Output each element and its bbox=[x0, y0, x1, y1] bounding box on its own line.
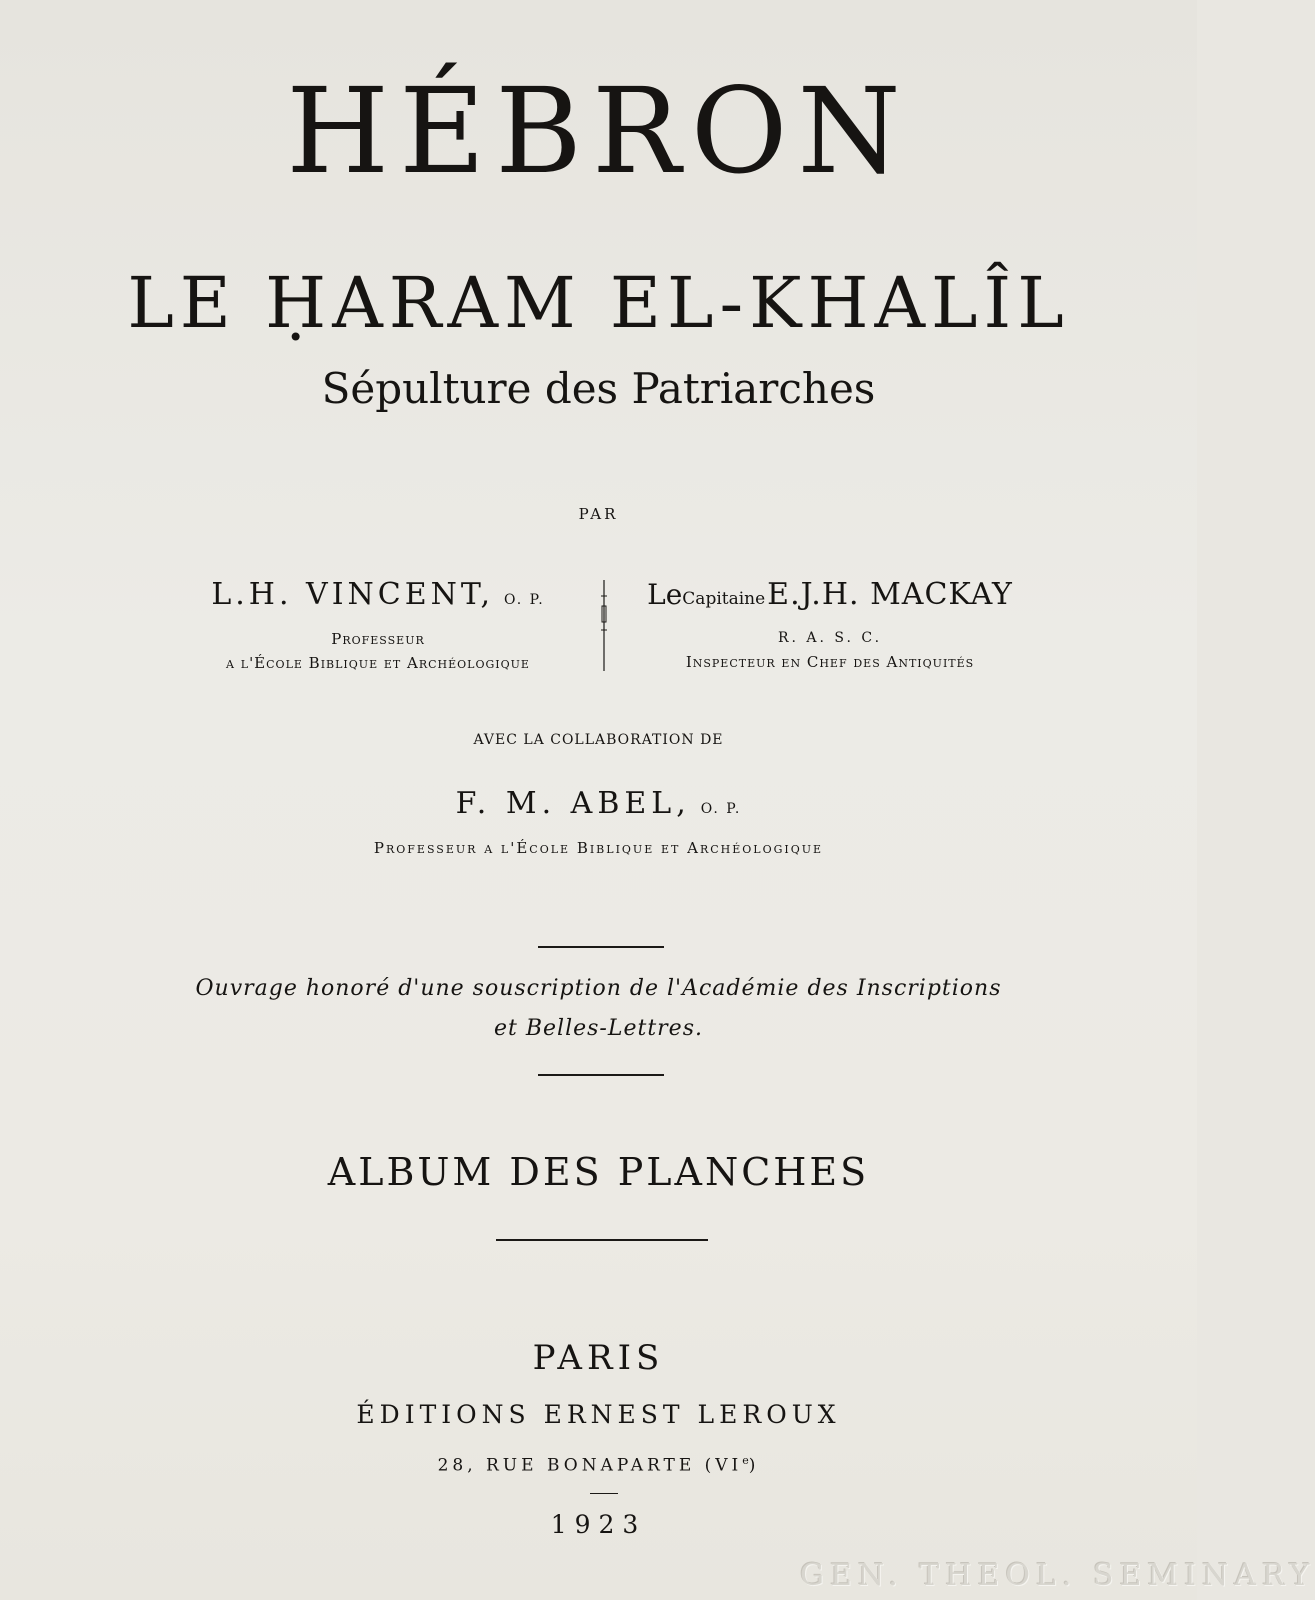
book-title: HÉBRON bbox=[286, 62, 911, 200]
publisher-address-text: 28, RUE BONAPARTE (VI bbox=[437, 1455, 743, 1476]
authors-block bbox=[0, 578, 1197, 688]
book-subtitle: LE ḤARAM EL-KHALÎL bbox=[127, 262, 1070, 344]
author-mackay-prefix: Le bbox=[647, 578, 683, 611]
divider-rule bbox=[496, 1239, 708, 1241]
publisher-address bbox=[0, 1454, 1197, 1476]
publisher-address-superscript: e bbox=[742, 1454, 749, 1467]
divider-rule-short bbox=[590, 1493, 618, 1494]
publisher-address-close: ) bbox=[748, 1455, 760, 1476]
author-mackay-unit: R. A. S. C. bbox=[777, 630, 883, 646]
collaborator-name: F. M. ABEL, bbox=[455, 786, 691, 821]
author-vincent-name-line bbox=[163, 578, 593, 617]
author-vincent bbox=[163, 578, 593, 675]
collaborator-name-line bbox=[0, 786, 1197, 821]
author-vincent-order: O. P. bbox=[504, 592, 545, 608]
publisher-name: ÉDITIONS ERNEST LEROUX bbox=[356, 1400, 841, 1429]
author-vincent-institution: a l'École Biblique et Archéologique bbox=[226, 654, 530, 672]
ornamental-separator-icon bbox=[600, 578, 608, 673]
publication-year: 1923 bbox=[550, 1510, 647, 1539]
library-embossed-stamp: GEN. THEOL. SEMINARY bbox=[800, 1558, 1315, 1593]
author-vincent-role: Professeur bbox=[331, 630, 425, 648]
divider-rule bbox=[538, 946, 664, 948]
author-mackay-name: E.J.H. MACKAY bbox=[767, 577, 1013, 612]
book-subtitle-secondary: Sépulture des Patriarches bbox=[321, 364, 876, 413]
by-label: PAR bbox=[578, 505, 619, 523]
subscription-note-line1: Ouvrage honoré d'une souscription de l'Académie des Inscriptions bbox=[195, 976, 1002, 1001]
author-mackay-rank: Capitaine bbox=[682, 589, 766, 609]
author-mackay-name-line bbox=[620, 578, 1040, 616]
author-vincent-name: L.H. VINCENT, bbox=[211, 577, 495, 612]
collaboration-label: AVEC LA COLLABORATION DE bbox=[473, 732, 724, 748]
collaborator-order: O. P. bbox=[700, 801, 742, 817]
album-title: ALBUM DES PLANCHES bbox=[327, 1150, 870, 1194]
subscription-note-line2: et Belles-Lettres. bbox=[494, 1016, 703, 1041]
publisher-city: PARIS bbox=[532, 1338, 665, 1378]
divider-rule bbox=[538, 1074, 664, 1076]
collaborator-role: Professeur a l'École Biblique et Archéologique bbox=[373, 839, 824, 857]
author-mackay bbox=[620, 578, 1040, 674]
author-mackay-role: Inspecteur en Chef des Antiquités bbox=[685, 653, 975, 671]
